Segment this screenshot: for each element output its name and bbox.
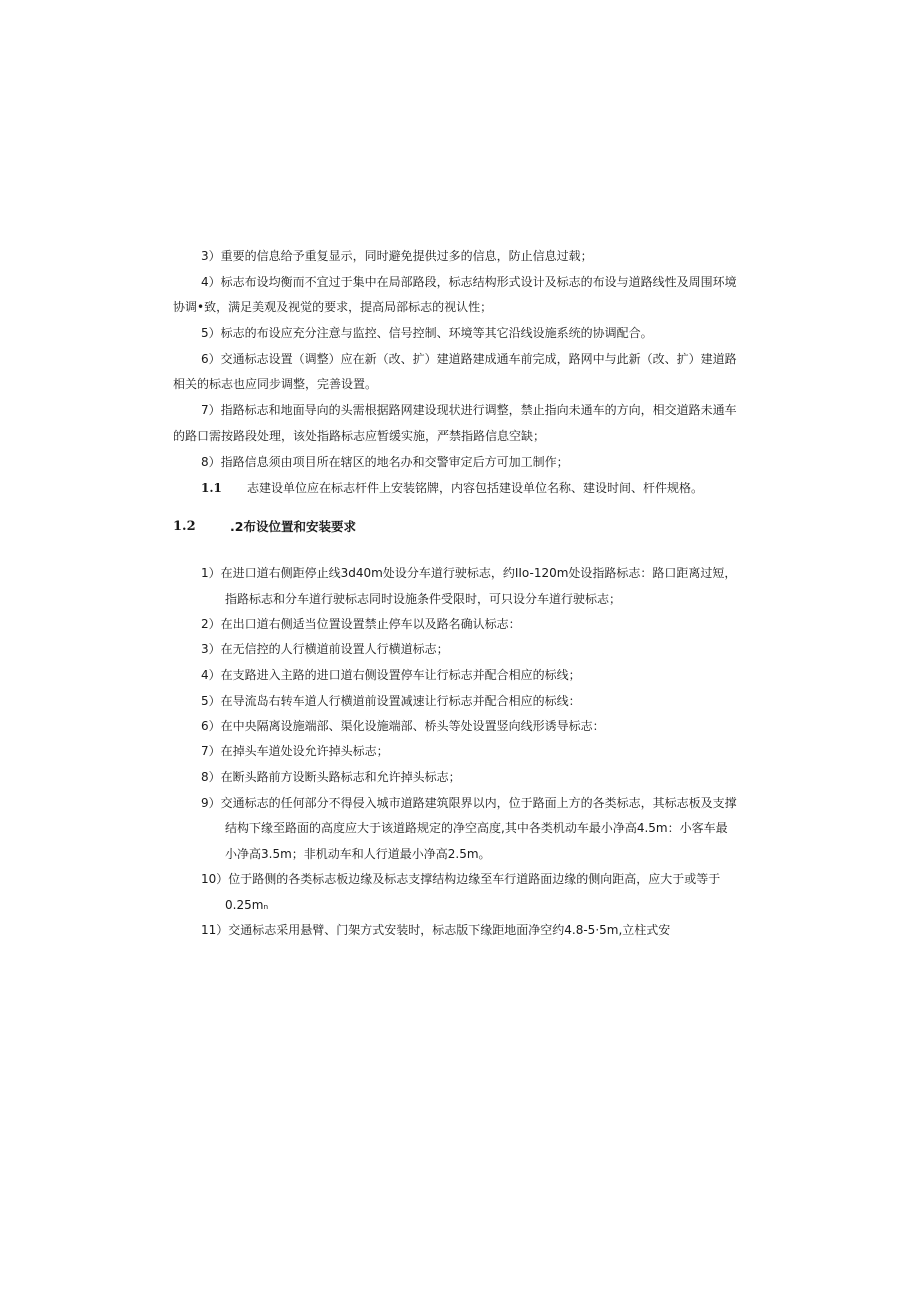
item-3-text: 3）重要的信息给予重复显示，同时避免提供过多的信息，防止信息过载； <box>201 249 593 263</box>
item-4-text-line1: 4）标志布设均衡而不宜过于集中在局部路段，标志结构形式设计及标志的布设与道路线性及周围环境 <box>201 275 737 289</box>
item-7-text-line1: 7）指路标志和地面导向的头需根据路网建设现状进行调整，禁止指向未通车的方向，相交道路未通车 <box>201 403 737 417</box>
b-item-10-line2: 0.25mₙ <box>225 898 269 912</box>
item-8-text: 8）指路信息须由项目所在辖区的地名办和交警审定后方可加工制作； <box>201 455 569 469</box>
b-item-4: 4）在支路进入主路的进口道右侧设置停车让行标志并配合相应的标线； <box>201 668 581 682</box>
b-item-2: 2）在出口道右侧适当位置设置禁止停车以及路名确认标志： <box>201 617 521 631</box>
item-6-text-line2: 相关的标志也应同步调整，完善设置。 <box>173 377 378 391</box>
b-item-9-line2: 结构下缘至路面的高度应大于该道路规定的净空高度,其中各类机动车最小净高4.5m：小客车最 <box>225 821 728 835</box>
b-item-11: 11）交通标志采用悬臂、门架方式安装时，标志版下缘距地面净空约4.8-5·5m,立柱式安 <box>201 923 671 937</box>
item-4-text-line2: 协调•致，满足美观及视觉的要求，提高局部标志的视认性； <box>173 300 493 314</box>
b-item-1-line2: 指路标志和分车道行驶标志同时设施条件受限时，可只设分车道行驶标志； <box>225 592 622 606</box>
section-heading-title: .2布设位置和安装要求 <box>230 519 356 534</box>
b-item-9-line1: 9）交通标志的任何部分不得侵入城市道路建筑限界以内，位于路面上方的各类标志，其标志板及支撑 <box>201 796 737 810</box>
b-item-1-line1: 1）在进口道右侧距停止线3d40m处设分车道行驶标志，约IIo-120m处设指路标志：路口距离过短， <box>201 566 737 580</box>
b-item-9-line3: 小净高3.5m；非机动车和人行道最小净高2.5m。 <box>225 847 491 861</box>
subsection-number: 1.1 <box>201 481 222 495</box>
b-item-8: 8）在断头路前方设断头路标志和允许掉头标志； <box>201 770 461 784</box>
section-heading-number: 1.2 <box>173 519 196 534</box>
b-item-5: 5）在导流岛右转车道人行横道前设置减速让行标志并配合相应的标线： <box>201 694 581 708</box>
item-6-text-line1: 6）交通标志设置（调整）应在新（改、扩）建道路建成通车前完成，路网中与此新（改、扩）建道路 <box>201 352 737 366</box>
subsection-text: 志建设单位应在标志杆件上安装铭牌，内容包括建设单位名称、建设时间、杆件规格。 <box>247 481 704 495</box>
b-item-7: 7）在掉头车道处设允许掉头标志； <box>201 744 389 758</box>
b-item-10-line1: 10）位于路侧的各类标志板边缘及标志支撑结构边缘至车行道路面边缘的侧向距高，应大于或等于 <box>201 872 721 886</box>
b-item-3: 3）在无信控的人行横道前设置人行横道标志； <box>201 642 449 656</box>
item-5-text: 5）标志的布设应充分注意与监控、信号控制、环境等其它沿线设施系统的协调配合。 <box>201 326 653 340</box>
item-7-text-line2: 的路口需按路段处理，该处指路标志应暂缓实施，严禁指路信息空缺； <box>173 429 546 443</box>
b-item-6: 6）在中央隔离设施端部、渠化设施端部、桥头等处设置竖向线形诱导标志： <box>201 719 605 733</box>
